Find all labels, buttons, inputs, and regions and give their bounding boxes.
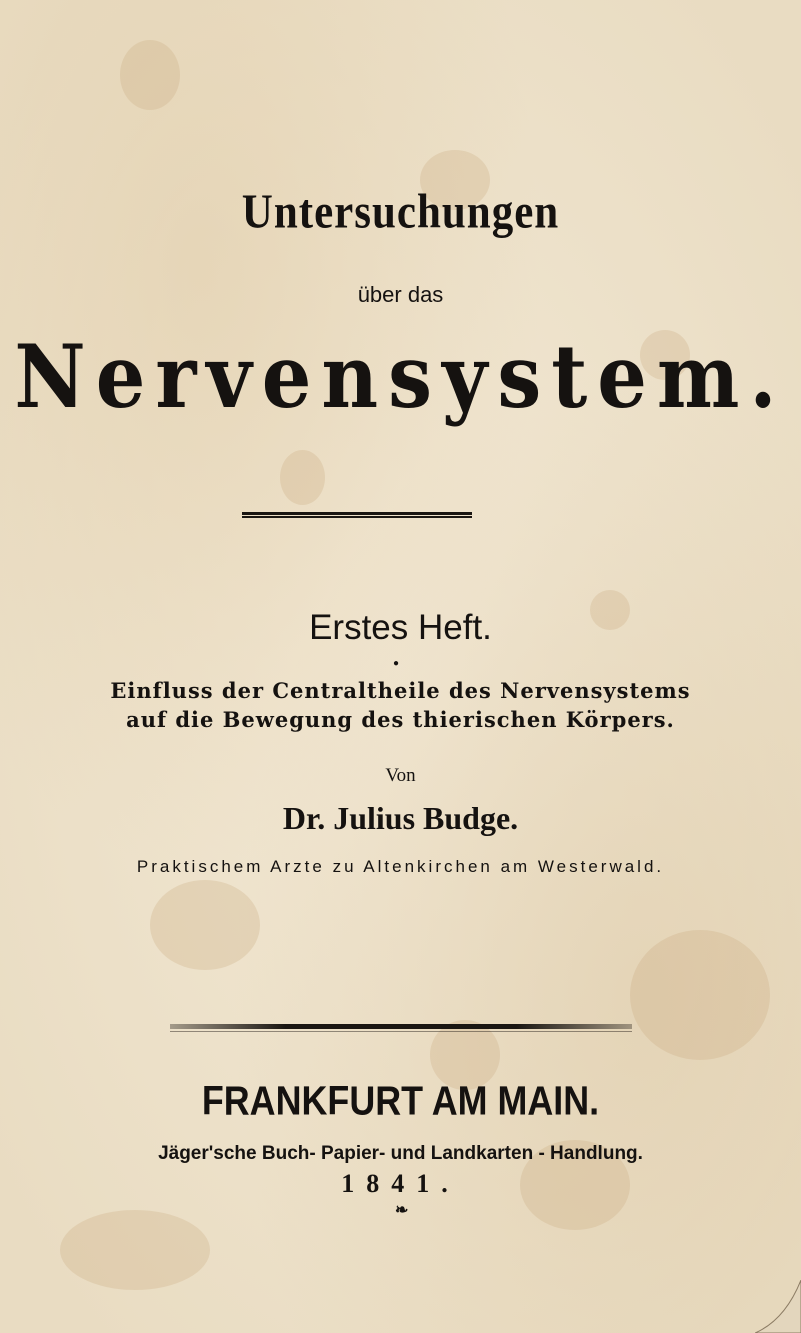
imprint-city: FRANKFURT AM MAIN. [201,1078,600,1125]
publisher-name: Jäger'sche Buch- Papier- und Landkarten - Handlung. [158,1143,643,1164]
subtitle-line-1: Einfluss der Centraltheile des Nervensystems [110,678,691,703]
ornament-dot: ● [393,658,400,669]
paper-stain [150,880,260,970]
title-preposition: über das [357,282,444,307]
main-title: Nervensystem. [14,326,787,429]
subtitle-line-2: auf die Bewegung des thierischen Körpers. [126,707,675,732]
imprint-rule-thin [170,1031,632,1032]
publication-year: 1841. [341,1169,460,1198]
by-line: Von [385,765,416,786]
book-title: Untersuchungen [241,186,560,239]
part-heading: Erstes Heft. [309,608,492,647]
author-role: Praktischem Arzte zu Altenkirchen am Westerwald. [136,857,665,876]
paper-stain [120,40,180,110]
printer-mark: ❧ [395,1202,409,1219]
title-rule [242,512,472,518]
page-curl-corner [755,1280,801,1333]
paper-stain [630,930,770,1060]
paper-stain [280,450,325,505]
paper-stain [60,1210,210,1290]
author-name: Dr. Julius Budge. [282,800,519,836]
imprint-rule [170,1024,632,1029]
